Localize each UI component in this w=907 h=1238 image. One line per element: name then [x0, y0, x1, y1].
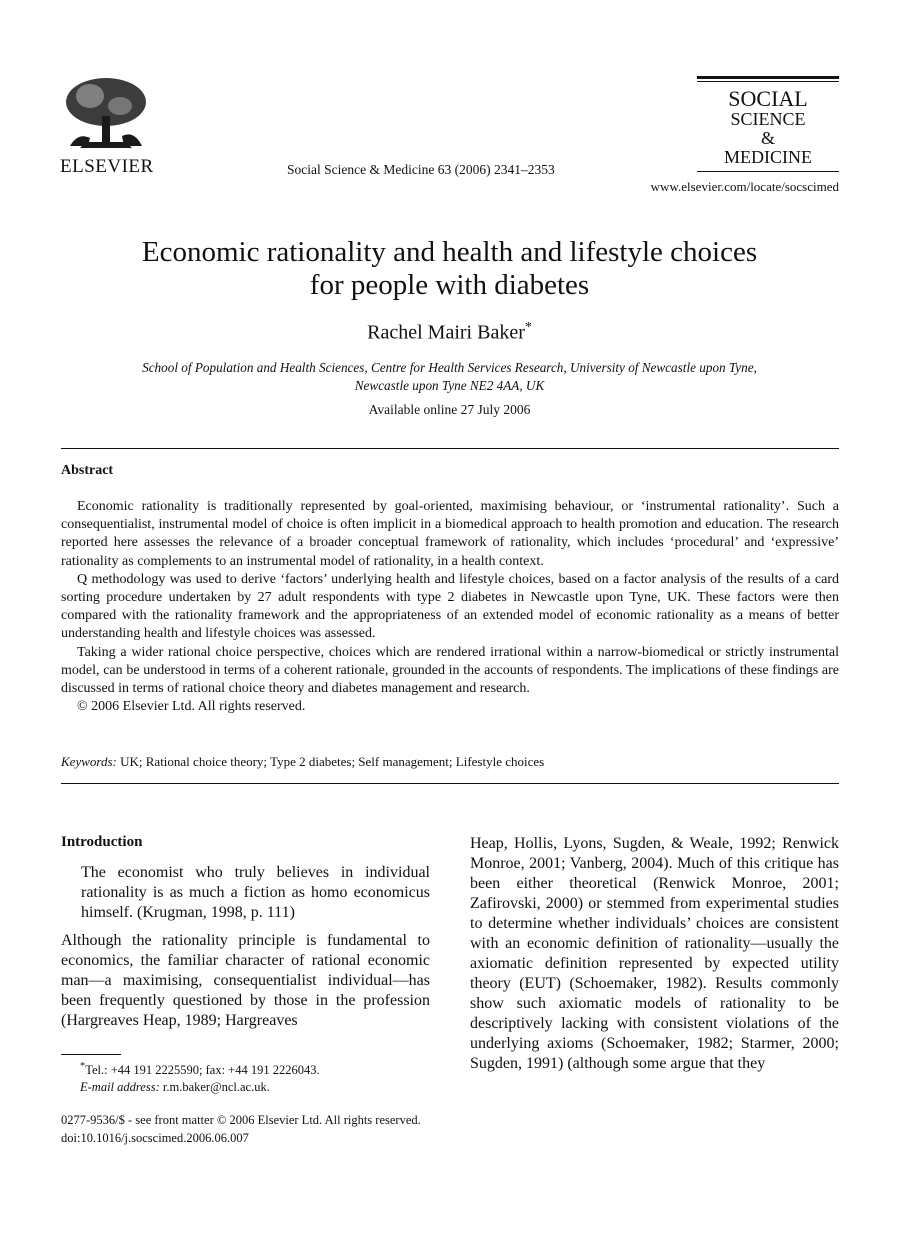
divider-bottom [61, 783, 839, 784]
elsevier-tree-icon [60, 76, 152, 154]
introduction-paragraph-left: Although the rationality principle is fundamental to economics, the familiar character of rational economic man—a maximising, consequentialist individual—has been frequently questioned by those in the profession (Hargreaves Heap, 1989; Hargreaves [61, 932, 430, 1029]
introduction-heading: Introduction [61, 834, 143, 850]
footnote-rule [61, 1054, 121, 1055]
bottom-meta [61, 1111, 421, 1147]
abstract-paragraph-2: Q methodology was used to derive ‘factors’ underlying health and lifestyle choices, based on a factor analysis of the results of a card sorting procedure undertaken by 27 adult respondents with type 2 diabetes in Newcastle upon Tyne, UK. These factors were then compared with the rationality framework and the appropriateness of an extended model of economic rationality as a means of better understanding health and lifestyle choices was assessed. [61, 571, 839, 642]
affiliation-line-1: School of Population and Health Sciences, Centre for Health Services Research, University of Newcastle upon Tyne, [142, 360, 757, 375]
issn-line: 0277-9536/$ - see front matter © 2006 Elsevier Ltd. All rights reserved. [61, 1113, 421, 1127]
column-left [61, 834, 430, 1031]
abstract-heading: Abstract [61, 463, 114, 478]
keywords-list: UK; Rational choice theory; Type 2 diabetes; Self management; Lifestyle choices [120, 754, 545, 769]
journal-logo-rule-top [697, 76, 839, 79]
footnote-contact-text: Tel.: +44 191 2225590; fax: +44 191 2226043. [85, 1063, 320, 1078]
article-title-line-2: for people with diabetes [309, 269, 590, 301]
article-title [60, 236, 839, 302]
author-name-text: Rachel Mairi Baker [367, 321, 525, 344]
journal-citation: Social Science & Medicine 63 (2006) 2341–2353 [287, 162, 555, 177]
publisher-name: ELSEVIER [60, 156, 154, 177]
affiliation-line-2: Newcastle upon Tyne NE2 4AA, UK [354, 377, 545, 393]
journal-title-line-2: SCIENCE [730, 109, 806, 129]
footnote-email [61, 1079, 430, 1096]
divider-top [61, 448, 839, 449]
journal-title-line-3: & [760, 128, 775, 148]
abstract-paragraph-3: Taking a wider rational choice perspective, choices which are rendered irrational within a narrow-biomedical or strictly instrumental model, can be understood in terms of a coherent rationale, grounded in the accounts of respondents. The implications of these findings are discussed in terms of rational choice theory and diabetes management and research. [61, 644, 839, 697]
footnote-email-label: E-mail address: [80, 1080, 160, 1095]
keywords-label: Keywords: [61, 754, 117, 769]
journal-logo [697, 76, 839, 172]
epigraph-quote: The economist who truly believes in individual rationality is as much a fiction as homo economicus himself. (Krugman, 1998, p. 111) [81, 864, 430, 921]
abstract-paragraph-1: Economic rationality is traditionally represented by goal-oriented, maximising behaviour, or ‘instrumental rationality’. Such a consequentialist, instrumental model of choice is often implicit in a biomedical approach to health promotion and education. The research reported here assesses the relevance of a broader conceptual framework of rationality, which includes ‘procedural’ and ‘expressive’ rationality as complements to an instrumental model of rationality, in a health context. [61, 499, 839, 569]
publisher-logo [60, 76, 152, 178]
doi-link[interactable]: doi:10.1016/j.socscimed.2006.06.007 [61, 1131, 249, 1145]
footnote-email-link[interactable]: r.m.baker@ncl.ac.uk. [162, 1080, 270, 1095]
keywords [61, 754, 839, 770]
abstract-body [61, 498, 839, 716]
footnote-mark: * [80, 1061, 86, 1072]
article-title-line-1: Economic rationality and health and lifestyle choices [141, 236, 758, 268]
journal-title-line-4: MEDICINE [724, 147, 812, 167]
author-footnote-mark[interactable]: * [524, 320, 532, 335]
author-name [60, 320, 839, 345]
available-online-date: Available online 27 July 2006 [368, 402, 531, 417]
journal-url-link[interactable]: www.elsevier.com/locate/socscimed [650, 179, 839, 194]
column-right [470, 834, 839, 1074]
journal-logo-rule-bottom [697, 171, 839, 172]
journal-title-line-1: SOCIAL [728, 86, 808, 111]
footnote-contact [61, 1058, 430, 1079]
abstract-copyright: © 2006 Elsevier Ltd. All rights reserved. [77, 699, 306, 715]
author-affiliation [110, 359, 789, 394]
footnote [61, 1058, 430, 1096]
introduction-paragraph-right: Heap, Hollis, Lyons, Sugden, & Weale, 1992; Renwick Monroe, 2001; Vanberg, 2004). Much of this critique has been either theoretical (Renwick Monroe, 2001; Zafirovski, 2000) or stemmed from experimental studies to determine whether individuals’ choices are consistent with an economic definition of rationality—usually the axiomatic definition represented by expected utility theory (EUT) (Schoemaker, 1982). Results commonly show such axiomatic models of rationality to be descriptively lacking with consistent violations of the underlying axioms (Schoemaker, 1982; Starmer, 2000; Sugden, 1991) (although some argue that they [470, 835, 839, 1072]
